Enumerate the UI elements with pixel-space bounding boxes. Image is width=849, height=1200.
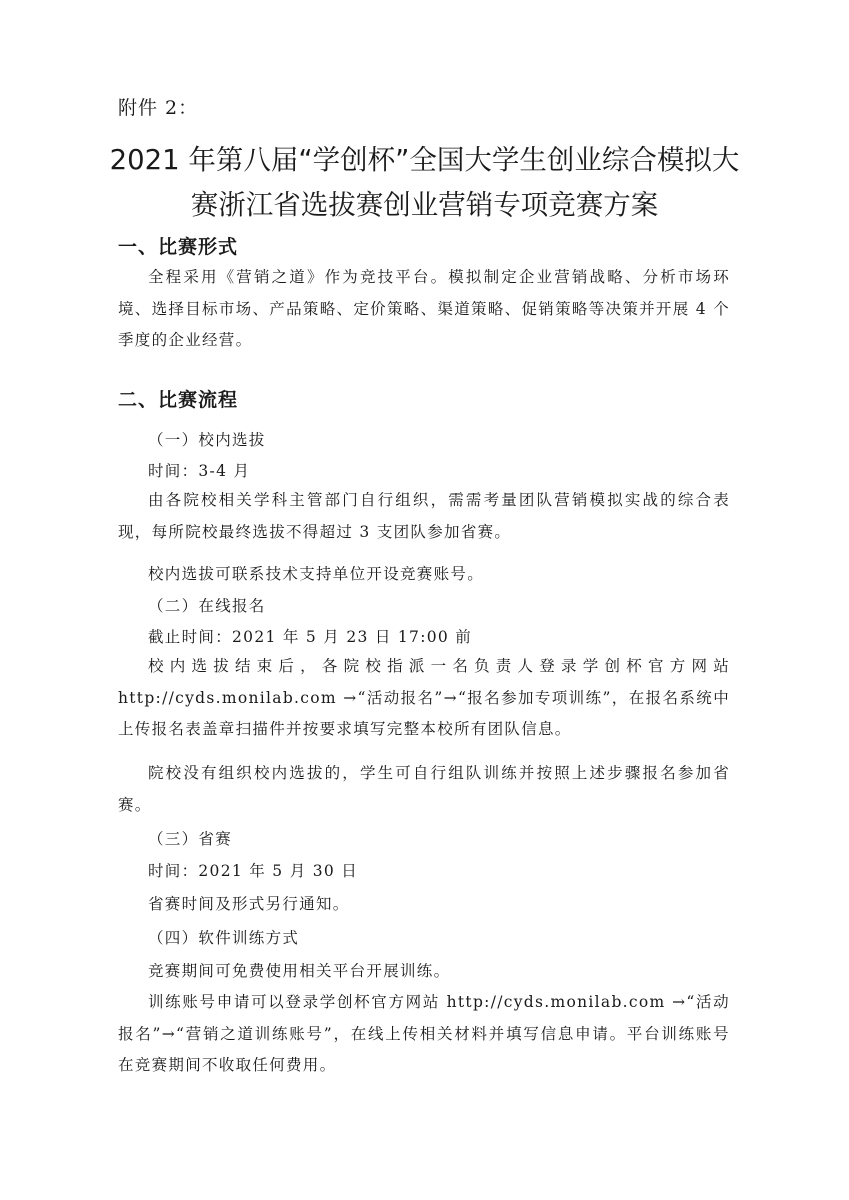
school-selection-text: 由各院校相关学科主管部门自行组织，需需考量团队营销模拟实战的综合表现，每所院校最终选拔不得超过 3 支团队参加省赛。 xyxy=(118,491,730,541)
subsection-title-provincial: （三）省赛 xyxy=(148,830,233,848)
subsection-title-training: （四）软件训练方式 xyxy=(148,929,300,947)
subsection-title-school-selection: （一）校内选拔 xyxy=(148,431,266,449)
training-free-note: 竞赛期间可免费使用相关平台开展训练。 xyxy=(148,962,451,980)
subsection-title-online-registration: （二）在线报名 xyxy=(148,597,266,615)
section-format-text: 全程采用《营销之道》作为竞技平台。模拟制定企业营销战略、分析市场环境、选择目标市场、产品策略、定价策略、渠道策略、促销策略等决策并开展 4 个季度的企业经营。 xyxy=(118,268,730,349)
title-line-2: 赛浙江省选拔赛创业营销专项竞赛方案 xyxy=(190,189,659,221)
provincial-note: 省赛时间及形式另行通知。 xyxy=(148,895,350,913)
section-heading-process: 二、比赛流程 xyxy=(118,389,239,411)
title-line-1: 2021 年第八届“学创杯”全国大学生创业综合模拟大 xyxy=(109,144,740,176)
registration-deadline: 截止时间：2021 年 5 月 23 日 17:00 前 xyxy=(148,628,473,646)
section-heading-format: 一、比赛形式 xyxy=(118,236,239,258)
provincial-time: 时间：2021 年 5 月 30 日 xyxy=(148,862,359,880)
registration-note: 院校没有组织校内选拔的，学生可自行组队训练并按照上述步骤报名参加省赛。 xyxy=(118,764,730,814)
school-selection-time: 时间：3-4 月 xyxy=(148,462,251,480)
training-account-text: 训练账号申请可以登录学创杯官方网站 http://cyds.monilab.com →“活动报名”→“营销之道训练账号”，在线上传相关材料并填写信息申请。平台训练账号在竞赛期间不收取任何费用。 xyxy=(118,993,730,1074)
attachment-label: 附件 2： xyxy=(118,97,199,119)
registration-text: 校内选拔结束后，各院校指派一名负责人登录学创杯官方网站 http://cyds.monilab.com →“活动报名”→“报名参加专项训练”，在报名系统中上传报名表盖章扫描件并按要求填写完整本校所有团队信息。 xyxy=(118,657,730,738)
page-title xyxy=(100,138,749,228)
school-selection-account-note: 校内选拔可联系技术支持单位开设竞赛账号。 xyxy=(148,565,485,583)
